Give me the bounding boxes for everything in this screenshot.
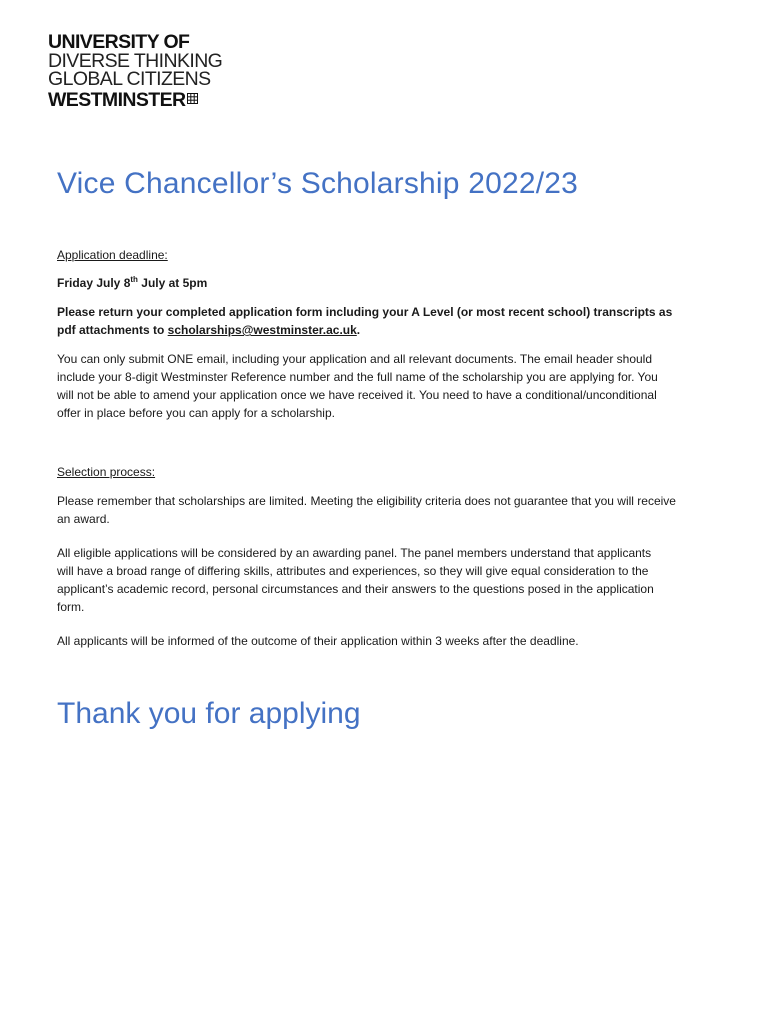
selection-heading-text: Selection process: — [57, 465, 156, 479]
submit-note: You can only submit ONE email, including your application and all relevant documents. The email header should include your 8-digit Westminster Reference number and the full name of the scholarship you are applying for. You will not be able to amend your application once we have received it. You need to have a conditional/unconditional offer in place before you can apply for a scholarship. — [57, 352, 658, 420]
deadline-heading — [57, 246, 697, 264]
deadline-date-pre: Friday July 8 — [57, 276, 131, 290]
return-note — [57, 303, 677, 339]
deadline-date-post: July at 5pm — [137, 276, 208, 290]
return-note-end: . — [356, 323, 361, 337]
westminster-crest-icon — [187, 89, 198, 108]
scholarship-email-link[interactable]: scholarships@westminster.ac.uk — [167, 323, 357, 337]
return-note-text: Please return your completed application form including your A Level (or most recent school) transcripts as pdf attachments to — [57, 305, 673, 337]
logo-line-4 — [48, 89, 222, 110]
university-logo — [48, 33, 222, 109]
selection-paragraph-3: All applicants will be informed of the outcome of their application within 3 weeks after the deadline. — [57, 634, 579, 648]
page-title: Vice Chancellor’s Scholarship 2022/23 — [57, 167, 579, 200]
selection-paragraph-2: All eligible applications will be considered by an awarding panel. The panel members understand that applicants will have a broad range of differing skills, attributes and experiences, so they will give equal consideration to the applicant’s academic record, personal circumstances and their answers to the questions posed in the application form. — [57, 546, 654, 614]
logo-line-1: UNIVERSITY OF — [48, 31, 190, 53]
logo-line-2: DIVERSE THINKING — [48, 49, 223, 72]
selection-heading — [57, 463, 697, 481]
selection-paragraph-1: Please remember that scholarships are limited. Meeting the eligibility criteria does not guarantee that you will receive an award. — [57, 494, 676, 526]
deadline-heading-text: Application deadline: — [57, 248, 168, 262]
deadline-date-sup: th — [130, 275, 138, 284]
logo-line-4-text: WESTMINSTER — [48, 88, 186, 111]
deadline-date — [57, 274, 697, 292]
logo-line-3: GLOBAL CITIZENS — [48, 68, 211, 90]
thank-you-heading: Thank you for applying — [57, 697, 361, 730]
